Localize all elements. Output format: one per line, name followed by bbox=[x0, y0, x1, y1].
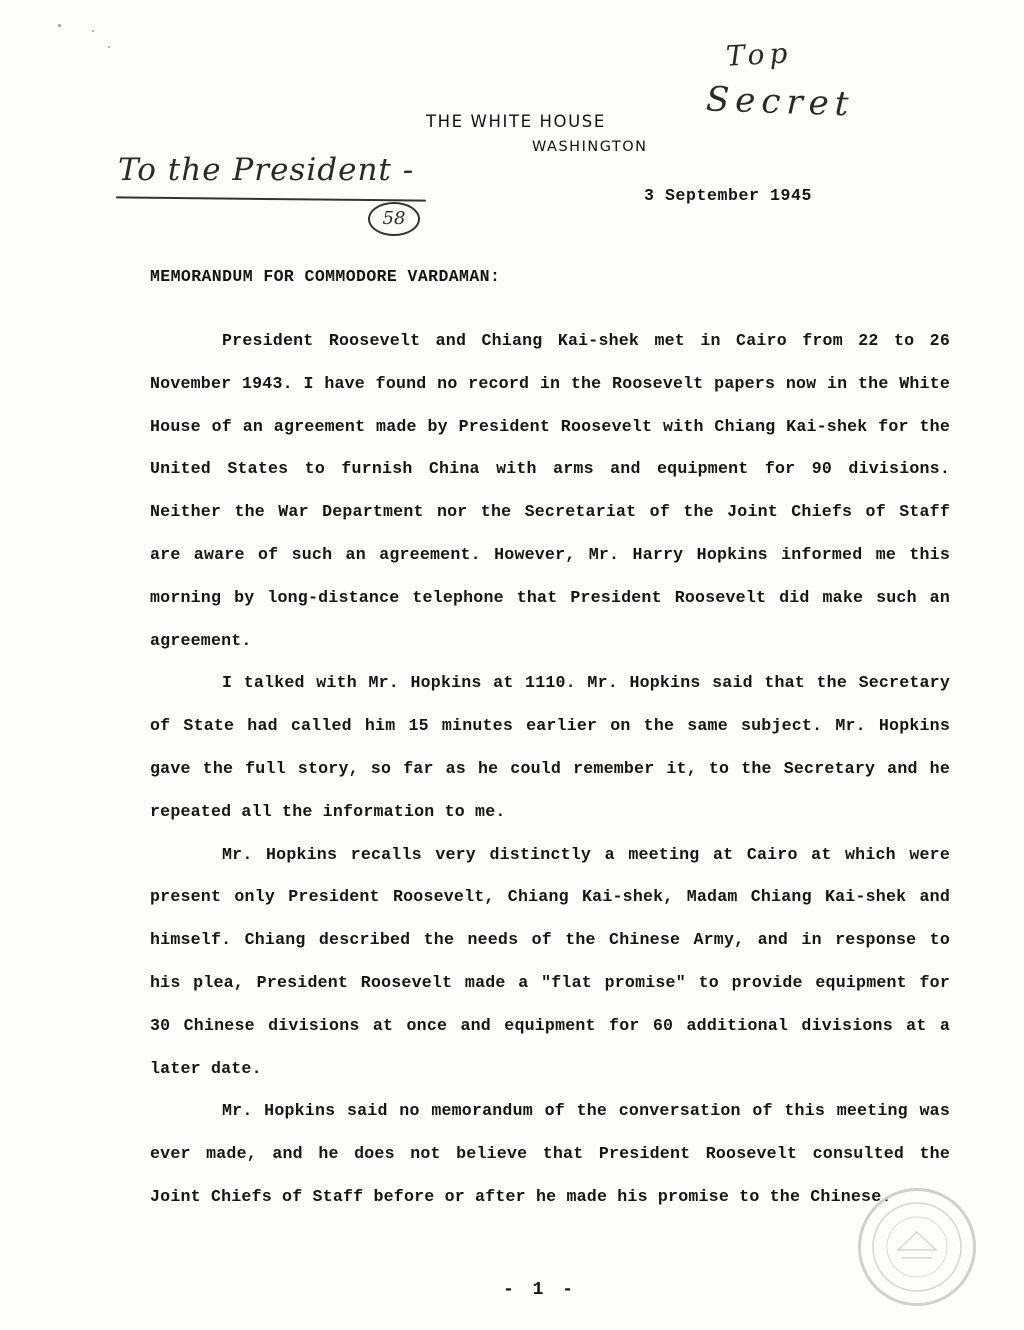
memo-addressee: MEMORANDUM FOR COMMODORE VARDAMAN: bbox=[150, 267, 501, 286]
memo-paragraph: President Roosevelt and Chiang Kai-shek met in Cairo from 22 to 26 November 1943. I have found no record in the Roosevelt papers now in the White House of an agreement made by President Roosevelt with Chiang Kai-shek for the United States to furnish China with arms and equipment for 90 divisions. Neither the War Department nor the Secretariat of the Joint Chiefs of Staff are aware of such an agreement. However, Mr. Harry Hopkins informed me this morning by long-distance telephone that President Roosevelt did make such an agreement. bbox=[150, 331, 950, 650]
handwritten-underline bbox=[116, 196, 426, 201]
memo-paragraph: I talked with Mr. Hopkins at 1110. Mr. Hopkins said that the Secretary of State had called him 15 minutes earlier on the same subject. Mr. Hopkins gave the full story, so far as he could remember it, to the Secretary and he repeated all the information to me. bbox=[150, 673, 950, 821]
scan-speck bbox=[92, 30, 94, 32]
page-number: - 1 - bbox=[502, 1280, 577, 1300]
memo-date: 3 September 1945 bbox=[644, 186, 813, 205]
memo-body bbox=[150, 320, 950, 1219]
scan-speck bbox=[58, 24, 61, 27]
handwritten-to-president: To the President - bbox=[118, 152, 415, 188]
archives-seal bbox=[858, 1188, 976, 1306]
top-secret-stamp-top: Top bbox=[725, 36, 794, 73]
scan-speck bbox=[108, 46, 110, 48]
seal-emblem-icon bbox=[858, 1188, 976, 1306]
letterhead-subtitle: WASHINGTON bbox=[532, 139, 648, 155]
memo-paragraph: Mr. Hopkins recalls very distinctly a meeting at Cairo at which were present only President Roosevelt, Chiang Kai-shek, Madam Chiang Kai-shek and himself. Chiang described the needs of the Chinese Army, and in response to his plea, President Roosevelt made a "flat promise" to provide equipment for 30 Chinese divisions at once and equipment for 60 additional divisions at a later date. bbox=[150, 844, 950, 1078]
letterhead-title: THE WHITE HOUSE bbox=[426, 112, 606, 131]
memo-paragraph: Mr. Hopkins said no memorandum of the conversation of this meeting was ever made, and he does not believe that President Roosevelt consulted the Joint Chiefs of Staff before or after he made his promise to the Chinese. bbox=[150, 1101, 950, 1206]
top-secret-stamp-secret: Secret bbox=[705, 79, 856, 125]
circled-number: 58 bbox=[368, 202, 420, 236]
